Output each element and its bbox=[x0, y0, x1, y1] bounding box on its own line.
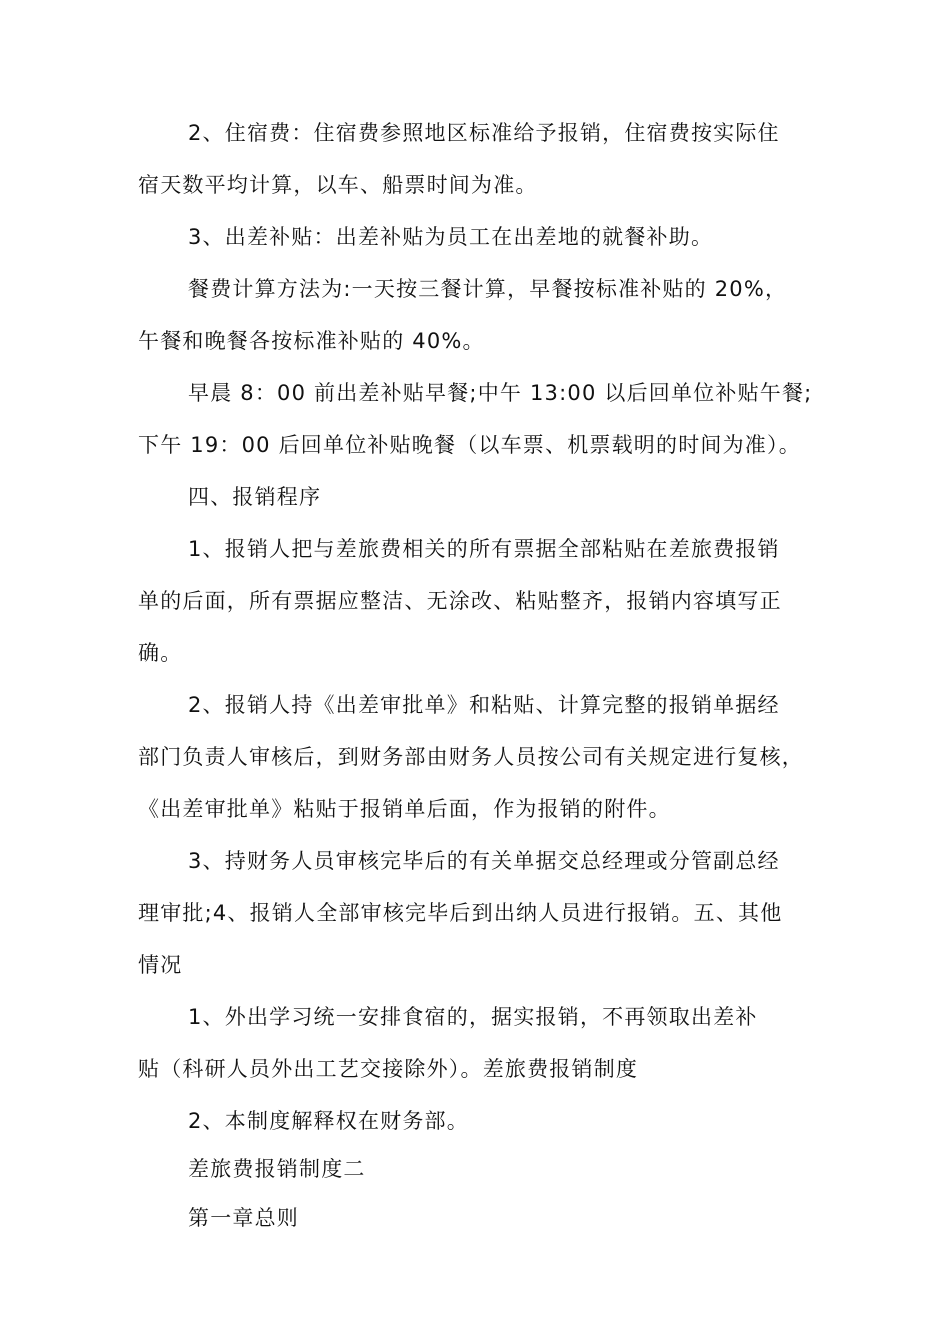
paragraph-line: 确。 bbox=[138, 641, 183, 665]
paragraph-line: 单的后面，所有票据应整洁、无涂改、粘贴整齐，报销内容填写正 bbox=[138, 589, 782, 613]
paragraph-line: 1、报销人把与差旅费相关的所有票据全部粘贴在差旅费报销 bbox=[188, 537, 780, 561]
paragraph-line: 宿天数平均计算，以车、船票时间为准。 bbox=[138, 173, 538, 197]
paragraph-line: 下午 19：00 后回单位补贴晚餐（以车票、机票载明的时间为准）。 bbox=[138, 433, 801, 457]
paragraph-line: 2、报销人持《出差审批单》和粘贴、计算完整的报销单据经 bbox=[188, 693, 780, 717]
chapter-heading: 第一章总则 bbox=[188, 1206, 299, 1230]
paragraph-line: 3、持财务人员审核完毕后的有关单据交总经理或分管副总经 bbox=[188, 849, 780, 873]
paragraph-line: 餐费计算方法为:一天按三餐计算，早餐按标准补贴的 20%， bbox=[188, 277, 788, 301]
paragraph-line: 贴（科研人员外出工艺交接除外）。差旅费报销制度 bbox=[138, 1057, 639, 1081]
paragraph-line: 理审批;4、报销人全部审核完毕后到出纳人员进行报销。五、其他 bbox=[138, 901, 783, 925]
paragraph-line: 部门负责人审核后，到财务部由财务人员按公司有关规定进行复核， bbox=[138, 745, 804, 769]
paragraph-line: 《出差审批单》粘贴于报销单后面，作为报销的附件。 bbox=[138, 797, 671, 821]
paragraph-line: 午餐和晚餐各按标准补贴的 40%。 bbox=[138, 329, 485, 353]
paragraph-line: 早晨 8：00 前出差补贴早餐;中午 13:00 以后回单位补贴午餐; bbox=[188, 381, 813, 405]
paragraph-line: 3、出差补贴：出差补贴为员工在出差地的就餐补助。 bbox=[188, 225, 714, 249]
paragraph-line: 情况 bbox=[138, 953, 183, 977]
paragraph-line: 1、外出学习统一安排食宿的，据实报销，不再领取出差补 bbox=[188, 1005, 758, 1029]
document-title: 差旅费报销制度二 bbox=[188, 1157, 366, 1181]
paragraph-line: 2、住宿费：住宿费参照地区标准给予报销，住宿费按实际住 bbox=[188, 121, 780, 145]
paragraph-line: 2、本制度解释权在财务部。 bbox=[188, 1109, 469, 1133]
section-heading: 四、报销程序 bbox=[188, 485, 322, 509]
